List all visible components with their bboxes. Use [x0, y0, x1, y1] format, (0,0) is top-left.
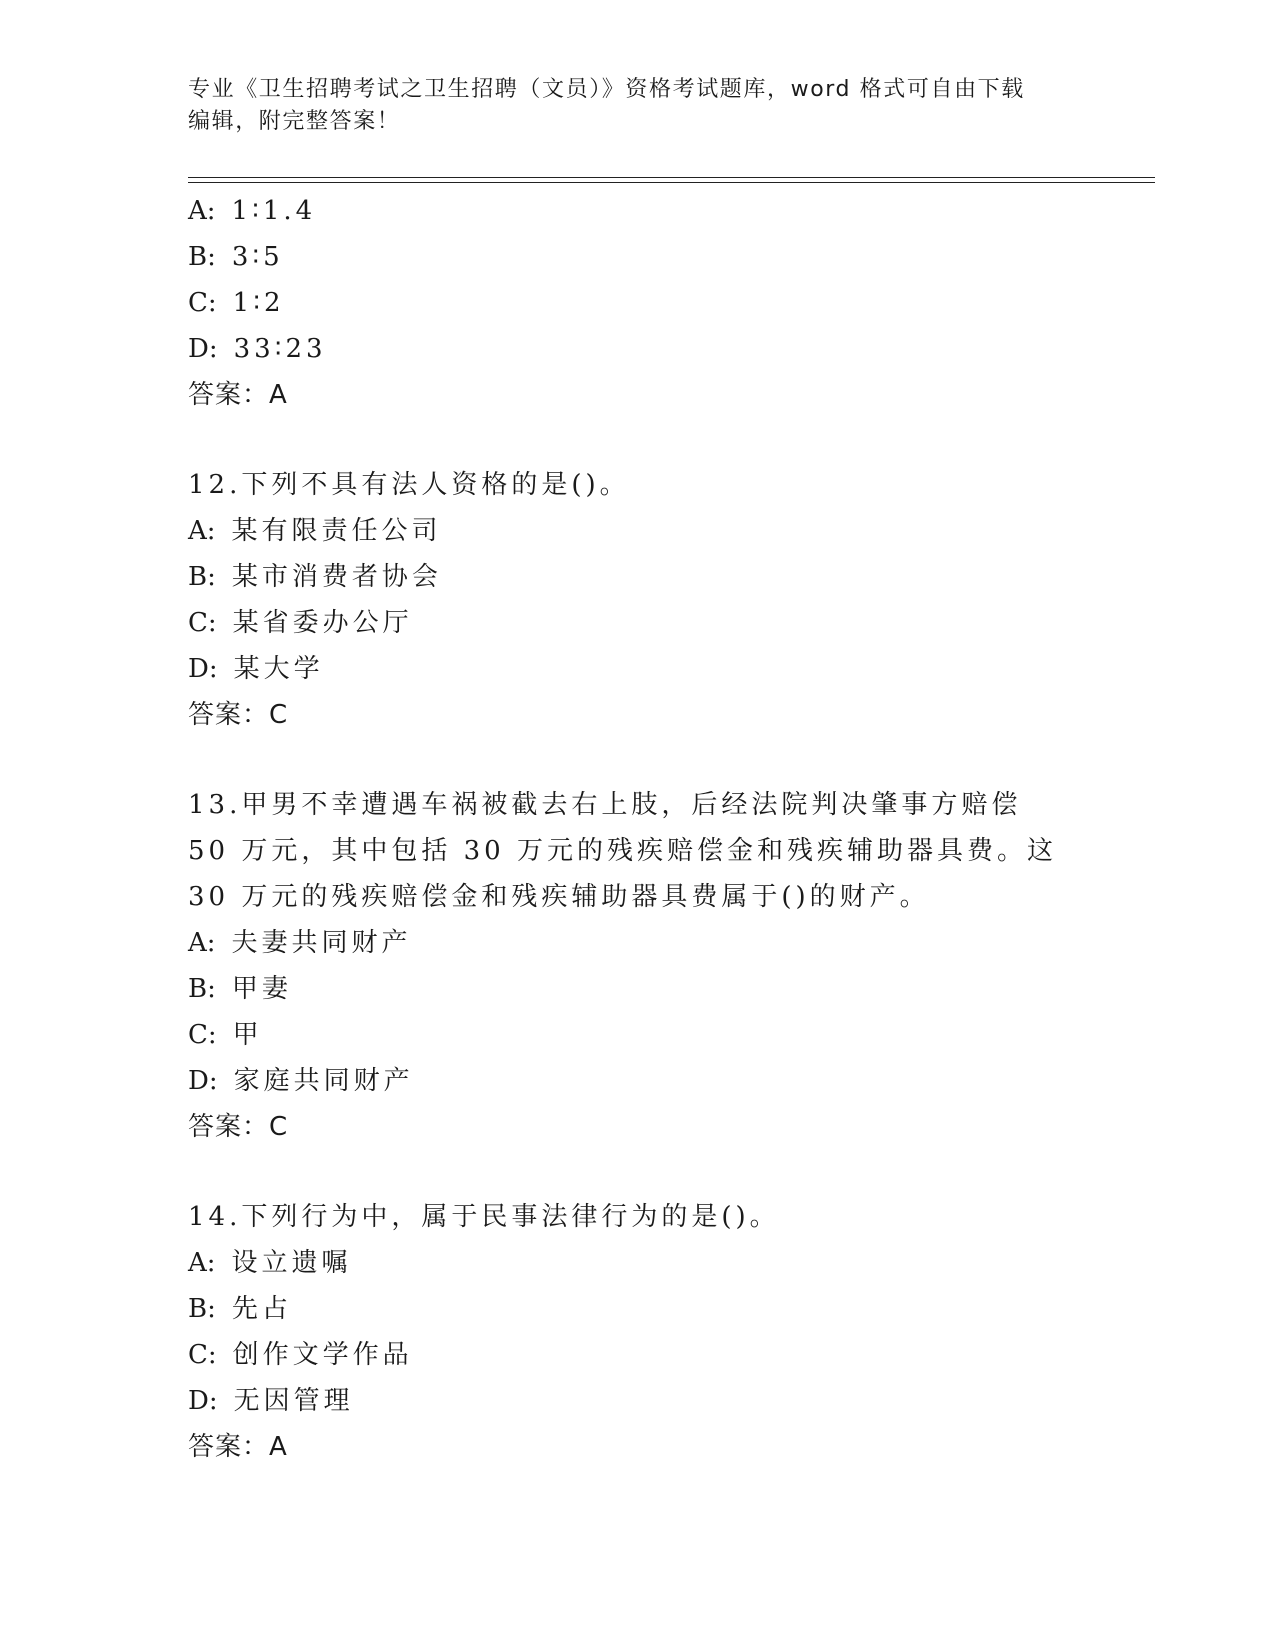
option-label: B:	[188, 242, 216, 272]
spacer	[188, 738, 1088, 782]
option-label: D:	[188, 654, 218, 684]
option-label: C:	[188, 608, 217, 638]
option-a	[188, 920, 1088, 966]
spacer	[188, 418, 1088, 462]
header-line-2: 编辑，附完整答案！	[188, 109, 401, 134]
option-c	[188, 280, 1088, 326]
option-text: 家庭共同财产	[233, 1066, 414, 1096]
question-11-continued	[188, 188, 1088, 418]
question-text: 12.下列不具有法人资格的是()。	[188, 470, 630, 500]
option-text: 1∶1.4	[231, 196, 317, 226]
option-c	[188, 1332, 1088, 1378]
question-13	[188, 782, 1088, 1150]
option-label: A:	[188, 928, 216, 958]
question-text: 13.甲男不幸遭遇车祸被截去右上肢，后经法院判决肇事方赔偿 50 万元，其中包括 30 万元的残疾赔偿金和残疾辅助器具费。这 30 万元的残疾赔偿金和残疾辅助器具费属于()的财产。	[188, 790, 1057, 912]
spacer	[188, 1150, 1088, 1194]
option-text: 设立遗嘱	[231, 1248, 352, 1278]
option-text: 无因管理	[233, 1386, 354, 1416]
option-label: A:	[188, 516, 216, 546]
answer-line: 答案：C	[188, 1112, 289, 1142]
option-text: 甲妻	[231, 974, 292, 1004]
option-label: B:	[188, 562, 216, 592]
option-b	[188, 1286, 1088, 1332]
option-text: 夫妻共同财产	[231, 928, 412, 958]
option-a	[188, 188, 1088, 234]
question-12	[188, 462, 1088, 738]
option-text: 某省委办公厅	[232, 608, 413, 638]
answer-line: 答案：A	[188, 380, 288, 410]
option-label: D:	[188, 334, 218, 364]
option-text: 创作文学作品	[232, 1340, 413, 1370]
header-divider-top	[188, 177, 1155, 178]
option-text: 某市消费者协会	[231, 562, 442, 592]
question-list	[188, 188, 1088, 1470]
question-14	[188, 1194, 1088, 1470]
option-text: 33∶23	[233, 334, 327, 364]
option-b	[188, 234, 1088, 280]
option-c	[188, 1012, 1088, 1058]
option-label: D:	[188, 1386, 218, 1416]
option-text: 3∶5	[231, 242, 284, 272]
option-label: D:	[188, 1066, 218, 1096]
option-a	[188, 508, 1088, 554]
option-text: 甲	[232, 1020, 263, 1050]
option-text: 某有限责任公司	[231, 516, 442, 546]
option-d	[188, 646, 1088, 692]
option-b	[188, 966, 1088, 1012]
option-c	[188, 600, 1088, 646]
option-text: 1∶2	[232, 288, 285, 318]
option-text: 先占	[231, 1294, 292, 1324]
document-header	[188, 74, 1088, 138]
option-label: B:	[188, 1294, 216, 1324]
option-label: A:	[188, 1248, 216, 1278]
header-line-1: 专业《卫生招聘考试之卫生招聘（文员）》资格考试题库，word 格式可自由下载	[188, 77, 1025, 102]
question-text: 14.下列行为中，属于民事法律行为的是()。	[188, 1202, 780, 1232]
header-divider-bottom	[188, 182, 1155, 183]
option-b	[188, 554, 1088, 600]
option-text: 某大学	[233, 654, 324, 684]
option-label: C:	[188, 288, 217, 318]
option-d	[188, 1058, 1088, 1104]
option-label: C:	[188, 1340, 217, 1370]
option-d	[188, 326, 1088, 372]
option-d	[188, 1378, 1088, 1424]
option-label: C:	[188, 1020, 217, 1050]
answer-line: 答案：A	[188, 1432, 288, 1462]
option-a	[188, 1240, 1088, 1286]
option-label: A:	[188, 196, 216, 226]
answer-line: 答案：C	[188, 700, 289, 730]
option-label: B:	[188, 974, 216, 1004]
